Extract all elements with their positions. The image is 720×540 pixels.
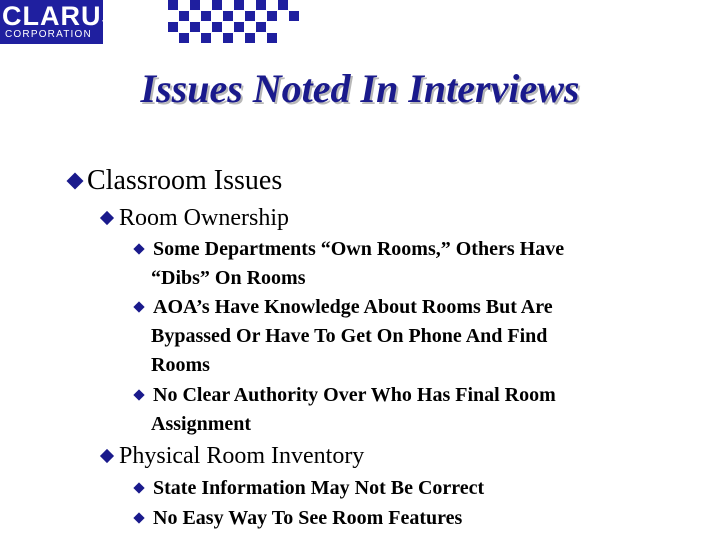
checker-square — [267, 11, 277, 21]
checker-square — [168, 0, 178, 10]
checker-square — [289, 11, 299, 21]
bullet-text-line: No Clear Authority Over Who Has Final Room — [153, 384, 556, 406]
diamond-bullet-icon — [133, 243, 144, 254]
slide-title: Issues Noted In Interviews — [140, 66, 580, 111]
diamond-bullet-icon — [133, 301, 144, 312]
bullet-text: No Easy Way To See Room Features — [153, 507, 463, 529]
bullet-text-line: Rooms — [151, 354, 210, 376]
bullet-text-line: Assignment — [151, 413, 252, 435]
diamond-bullet-icon — [133, 482, 144, 493]
checker-pattern-decoration — [168, 0, 308, 44]
bullet-text: State Information May Not Be Correct — [153, 477, 485, 499]
checker-square — [179, 33, 189, 43]
checker-square — [179, 11, 189, 21]
checker-square — [234, 22, 244, 32]
logo-name: CLARUS — [2, 1, 121, 31]
checker-square — [256, 22, 266, 32]
bullet-text: Room Ownership — [119, 205, 289, 231]
checker-square — [190, 22, 200, 32]
logo-subtitle: CORPORATION — [5, 29, 92, 40]
diamond-bullet-icon — [100, 211, 114, 225]
bullet-text-line: AOA’s Have Knowledge About Rooms But Are — [153, 296, 553, 318]
checker-square — [234, 0, 244, 10]
checker-square — [267, 33, 277, 43]
checker-square — [212, 22, 222, 32]
checker-square — [190, 0, 200, 10]
bullet-text: Classroom Issues — [87, 165, 283, 196]
checker-square — [245, 11, 255, 21]
checker-square — [245, 33, 255, 43]
checker-square — [278, 0, 288, 10]
checker-square — [201, 33, 211, 43]
diamond-bullet-icon — [67, 173, 84, 190]
diamond-bullet-icon — [100, 449, 114, 463]
checker-square — [212, 0, 222, 10]
checker-square — [223, 11, 233, 21]
checker-square — [168, 22, 178, 32]
checker-square — [223, 33, 233, 43]
diamond-bullet-icon — [133, 512, 144, 523]
bullet-text-line: Some Departments “Own Rooms,” Others Have — [153, 238, 565, 260]
clarus-logo — [0, 0, 121, 44]
checker-square — [256, 0, 266, 10]
checker-square — [201, 11, 211, 21]
bullet-text-line: “Dibs” On Rooms — [151, 267, 306, 289]
bullet-text: Physical Room Inventory — [119, 443, 365, 469]
diamond-bullet-icon — [133, 389, 144, 400]
bullet-text-line: Bypassed Or Have To Get On Phone And Find — [151, 325, 548, 347]
